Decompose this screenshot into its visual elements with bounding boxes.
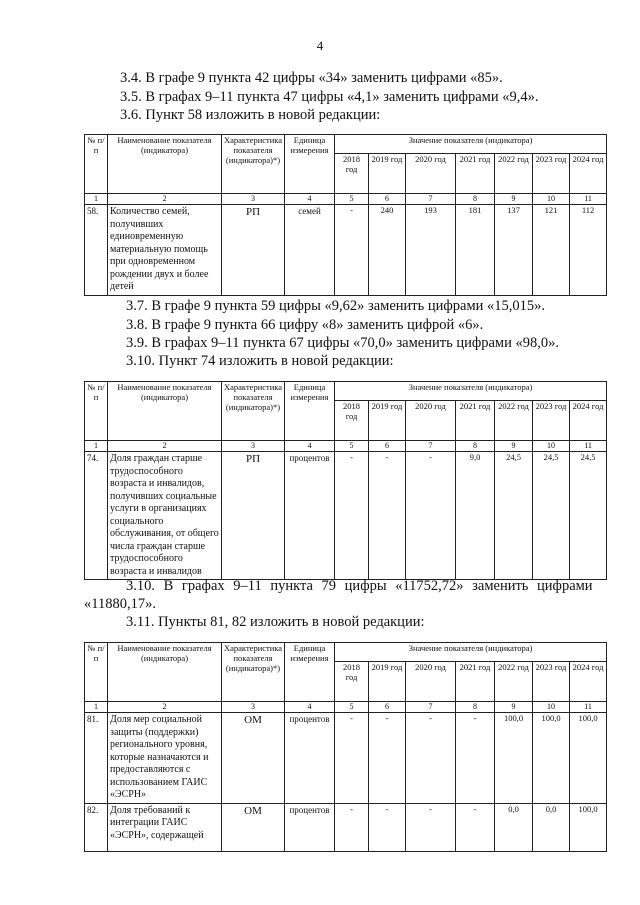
row-value: -: [406, 713, 456, 804]
year-header: 2021 год: [456, 401, 495, 441]
indicator-table-58: [84, 134, 607, 296]
row-value: 24,5: [533, 452, 570, 580]
col-index: 2: [108, 702, 222, 713]
row-value: 112: [570, 205, 607, 296]
row-value: -: [335, 452, 369, 580]
row-value: 240: [369, 205, 406, 296]
col-index: 3: [222, 441, 285, 452]
col-unit-header: Единица измерения: [285, 135, 335, 194]
year-header: 2018 год: [335, 662, 369, 702]
row-value: 137: [495, 205, 533, 296]
page-number: 4: [316, 38, 324, 53]
col-value-header: Значение показателя (индикатора): [335, 382, 607, 401]
row-value: 193: [406, 205, 456, 296]
col-name-header: Наименование показателя (индикатора): [108, 135, 222, 194]
col-name-header: Наименование показателя (индикатора): [108, 382, 222, 441]
col-char-header: Характеристика показателя (индикатора)*): [222, 643, 285, 702]
year-header: 2018 год: [335, 401, 369, 441]
year-header: 2022 год: [495, 662, 533, 702]
col-num-header: № п/п: [85, 135, 108, 194]
col-char-header: Характеристика показателя (индикатора)*): [222, 135, 285, 194]
item-3-10b-line1: 3.10. В графах 9–11 пункта 79 цифры «11752,72» заменить цифрами: [126, 578, 593, 594]
col-index: 5: [335, 702, 369, 713]
col-index: 2: [108, 441, 222, 452]
col-index: 4: [285, 441, 335, 452]
year-header: 2022 год: [495, 154, 533, 194]
col-index: 8: [456, 194, 495, 205]
col-index: 10: [533, 441, 570, 452]
item-3-10: 3.10. Пункт 74 изложить в новой редакции:: [126, 353, 394, 369]
col-value-header: Значение показателя (индикатора): [335, 135, 607, 154]
row-value: 100,0: [570, 803, 607, 851]
col-index: 4: [285, 702, 335, 713]
year-header: 2024 год: [570, 154, 607, 194]
year-header: 2023 год: [533, 154, 570, 194]
row-value: -: [335, 803, 369, 851]
indicator-table-81-82: [84, 642, 607, 852]
row-unit: процентов: [285, 803, 335, 851]
col-num-header: № п/п: [85, 382, 108, 441]
row-value: -: [456, 803, 495, 851]
row-num: 81.: [85, 713, 108, 804]
row-value: -: [369, 452, 406, 580]
col-index: 8: [456, 702, 495, 713]
col-index: 6: [369, 194, 406, 205]
row-value: 9,0: [456, 452, 495, 580]
row-name: Доля граждан старше трудоспособного возраста и инвалидов, получивших социальные услуги в организациях социального обслуживания, от общего числа граждан старше трудоспособного возраста и инвалидов: [108, 452, 222, 580]
col-index: 9: [495, 441, 533, 452]
indicator-table-74: [84, 381, 607, 580]
row-value: 0,0: [495, 803, 533, 851]
row-char: РП: [222, 205, 285, 296]
year-header: 2021 год: [456, 662, 495, 702]
col-index: 5: [335, 194, 369, 205]
col-index: 11: [570, 194, 607, 205]
row-char: ОМ: [222, 803, 285, 851]
row-num: 82.: [85, 803, 108, 851]
year-header: 2021 год: [456, 154, 495, 194]
col-index: 7: [406, 702, 456, 713]
item-3-7: 3.7. В графе 9 пункта 59 цифры «9,62» заменить цифрами «15,015».: [126, 298, 546, 314]
row-char: РП: [222, 452, 285, 580]
col-index: 1: [85, 441, 108, 452]
item-3-10b-line2: «11880,17».: [84, 596, 156, 612]
col-index: 5: [335, 441, 369, 452]
item-3-6: 3.6. Пункт 58 изложить в новой редакции:: [120, 107, 381, 123]
year-header: 2024 год: [570, 401, 607, 441]
row-name: Доля мер социальной защиты (поддержки) регионального уровня, которые назначаются и предоставляются с использованием ГАИС «ЭСРН»: [108, 713, 222, 804]
year-header: 2019 год: [369, 154, 406, 194]
col-index: 1: [85, 702, 108, 713]
year-header: 2024 год: [570, 662, 607, 702]
row-value: 100,0: [495, 713, 533, 804]
year-header: 2020 год: [406, 401, 456, 441]
year-header: 2020 год: [406, 662, 456, 702]
year-header: 2019 год: [369, 401, 406, 441]
row-unit: процентов: [285, 713, 335, 804]
col-index: 1: [85, 194, 108, 205]
row-num: 74.: [85, 452, 108, 580]
col-index: 6: [369, 702, 406, 713]
col-index: 7: [406, 194, 456, 205]
row-value: -: [456, 713, 495, 804]
year-header: 2018 год: [335, 154, 369, 194]
col-index: 11: [570, 441, 607, 452]
col-char-header: Характеристика показателя (индикатора)*): [222, 382, 285, 441]
row-unit: процентов: [285, 452, 335, 580]
row-value: 24,5: [495, 452, 533, 580]
row-name: Количество семей, получивших единовременную материальную помощь при одновременном рождении двух и более детей: [108, 205, 222, 296]
row-value: 181: [456, 205, 495, 296]
col-value-header: Значение показателя (индикатора): [335, 643, 607, 662]
col-index: 4: [285, 194, 335, 205]
row-unit: семей: [285, 205, 335, 296]
col-index: 7: [406, 441, 456, 452]
item-3-8: 3.8. В графе 9 пункта 66 цифру «8» заменить цифрой «6».: [126, 317, 484, 333]
row-value: -: [369, 713, 406, 804]
col-index: 8: [456, 441, 495, 452]
year-header: 2023 год: [533, 401, 570, 441]
year-header: 2022 год: [495, 401, 533, 441]
col-name-header: Наименование показателя (индикатора): [108, 643, 222, 702]
year-header: 2019 год: [369, 662, 406, 702]
row-value: 121: [533, 205, 570, 296]
year-header: 2020 год: [406, 154, 456, 194]
row-value: -: [406, 452, 456, 580]
item-3-4: 3.4. В графе 9 пункта 42 цифры «34» заменить цифрами «85».: [120, 70, 503, 86]
col-num-header: № п/п: [85, 643, 108, 702]
row-value: 0,0: [533, 803, 570, 851]
col-index: 2: [108, 194, 222, 205]
col-unit-header: Единица измерения: [285, 382, 335, 441]
row-value: -: [369, 803, 406, 851]
row-value: 24,5: [570, 452, 607, 580]
row-value: 100,0: [533, 713, 570, 804]
col-index: 3: [222, 702, 285, 713]
row-value: 100,0: [570, 713, 607, 804]
col-unit-header: Единица измерения: [285, 643, 335, 702]
col-index: 6: [369, 441, 406, 452]
year-header: 2023 год: [533, 662, 570, 702]
row-name: Доля требований к интеграции ГАИС «ЭСРН», содержащей: [108, 803, 222, 851]
item-3-11: 3.11. Пункты 81, 82 изложить в новой редакции:: [126, 614, 425, 630]
row-value: -: [335, 205, 369, 296]
row-value: -: [335, 713, 369, 804]
col-index: 11: [570, 702, 607, 713]
col-index: 10: [533, 702, 570, 713]
row-value: -: [406, 803, 456, 851]
col-index: 9: [495, 194, 533, 205]
row-num: 58.: [85, 205, 108, 296]
col-index: 3: [222, 194, 285, 205]
item-3-5: 3.5. В графах 9–11 пункта 47 цифры «4,1» заменить цифрами «9,4».: [120, 89, 539, 105]
col-index: 10: [533, 194, 570, 205]
row-char: ОМ: [222, 713, 285, 804]
item-3-9: 3.9. В графах 9–11 пункта 67 цифры «70,0» заменить цифрами «98,0».: [126, 335, 559, 351]
col-index: 9: [495, 702, 533, 713]
